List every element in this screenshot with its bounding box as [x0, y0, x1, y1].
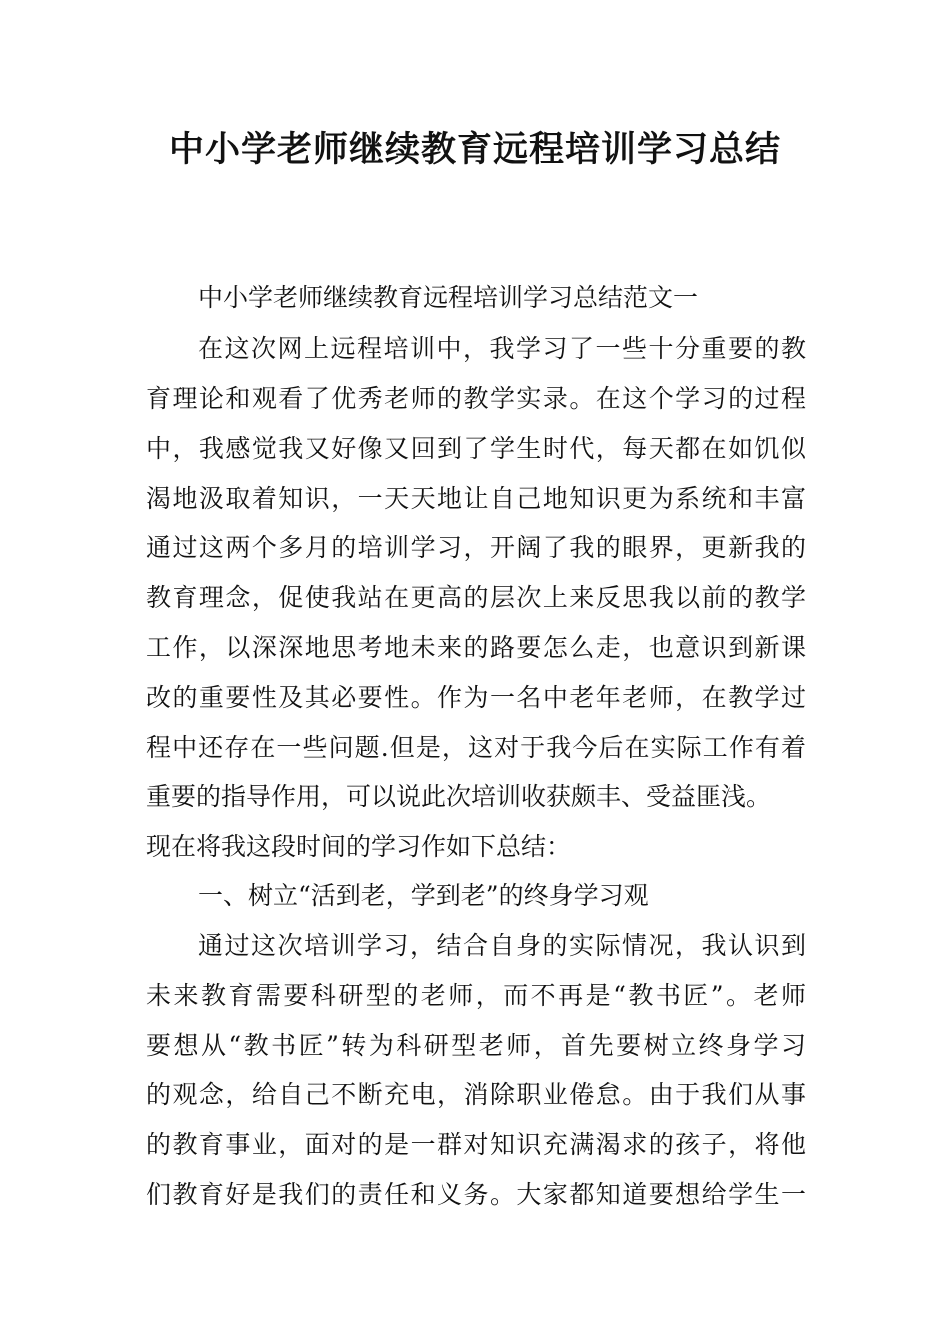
paragraph-line: 工作，以深深地思考地未来的路要怎么走，也意识到新课	[146, 633, 806, 662]
paragraph-line: 育理论和观看了优秀老师的教学实录。在这个学习的过程	[146, 384, 806, 413]
paragraph-line: 通过这两个多月的培训学习，开阔了我的眼界，更新我的	[146, 533, 806, 562]
paragraph-line: 程中还存在一些问题.但是，这对于我今后在实际工作有着	[146, 733, 806, 762]
paragraph-line: 中，我感觉我又好像又回到了学生时代，每天都在如饥似	[146, 434, 806, 463]
document-title: 中小学老师继续教育远程培训学习总结	[168, 130, 781, 170]
paragraph-line: 现在将我这段时间的学习作如下总结：	[146, 832, 572, 861]
paragraph-line: 渴地汲取着知识，一天天地让自己地知识更为系统和丰富	[146, 484, 806, 513]
paragraph-line: 要想从“教书匠”转为科研型老师，首先要树立终身学习	[146, 1031, 806, 1060]
paragraph-line: 教育理念，促使我站在更高的层次上来反思我以前的教学	[146, 583, 806, 612]
paragraph-line: 通过这次培训学习，结合自身的实际情况，我认识到	[198, 931, 806, 960]
paragraph-line: 重要的指导作用，可以说此次培训收获颇丰、受益匪浅。	[146, 782, 772, 811]
paragraph-line: 改的重要性及其必要性。作为一名中老年老师，在教学过	[146, 683, 806, 712]
paragraph-line: 未来教育需要科研型的老师，而不再是“教书匠”。老师	[146, 981, 806, 1010]
paragraph-line: 的观念，给自己不断充电，消除职业倦怠。由于我们从事	[146, 1080, 806, 1109]
paragraph-line: 们教育好是我们的责任和义务。大家都知道要想给学生一	[146, 1180, 806, 1209]
paragraph-line: 中小学老师继续教育远程培训学习总结范文一	[198, 283, 699, 312]
paragraph-line: 在这次网上远程培训中，我学习了一些十分重要的教	[198, 334, 806, 363]
section-heading: 一、树立“活到老，学到老”的终身学习观	[198, 881, 649, 910]
paragraph-line: 的教育事业，面对的是一群对知识充满渴求的孩子，将他	[146, 1130, 806, 1159]
